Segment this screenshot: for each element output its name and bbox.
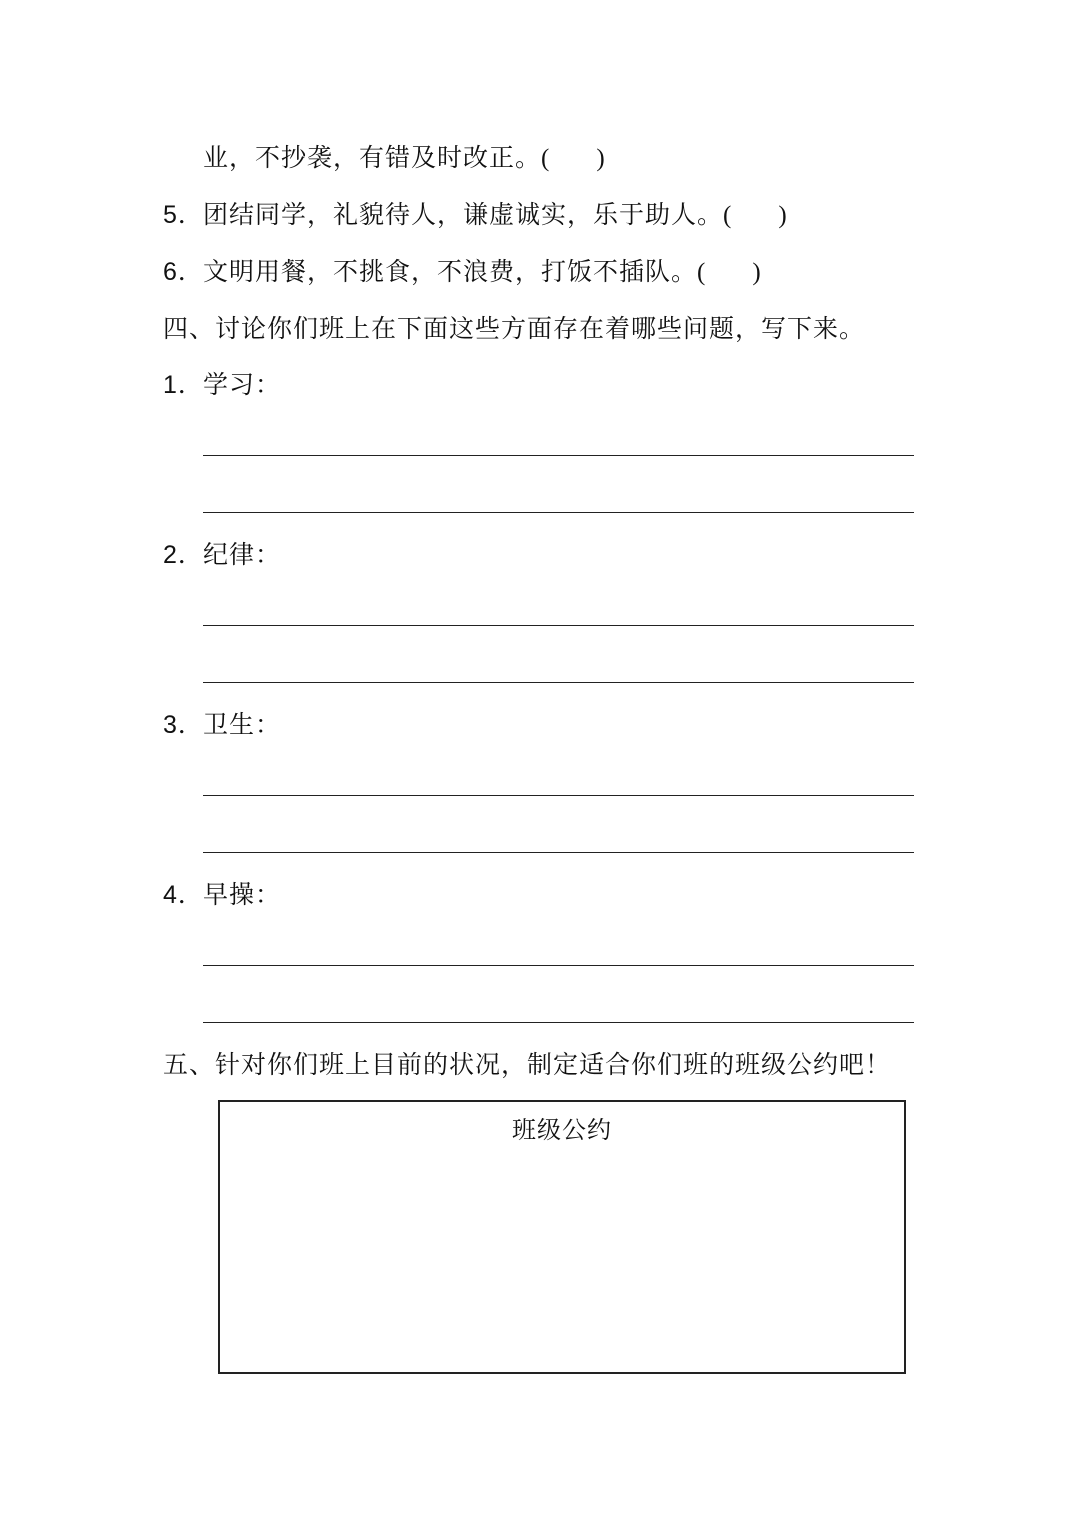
item-5 <box>163 200 788 231</box>
class-pact-box[interactable] <box>218 1100 906 1374</box>
class-pact-title: 班级公约 <box>512 1116 612 1144</box>
answer-line[interactable] <box>203 1022 914 1023</box>
topic-discipline <box>163 540 281 570</box>
section-5-heading: 五、针对你们班上目前的状况，制定适合你们班的班级公约吧！ <box>163 1050 892 1079</box>
item-6 <box>163 257 762 288</box>
answer-line[interactable] <box>203 965 914 966</box>
item-5-text: 团结同学，礼貌待人，谦虚诚实，乐于助人。 <box>203 200 724 229</box>
topic-number: 1． <box>163 371 204 399</box>
topic-study <box>163 370 281 400</box>
item-number: 5． <box>163 201 204 229</box>
answer-paren-open: ( <box>723 202 733 229</box>
topic-number: 2． <box>163 541 204 569</box>
topic-morning-exercise <box>163 880 281 910</box>
answer-paren-open: ( <box>697 259 707 286</box>
item-number: 6． <box>163 258 204 286</box>
topic-label: 学习： <box>203 370 282 399</box>
topic-number: 4． <box>163 881 204 909</box>
topic-label: 纪律： <box>203 540 282 569</box>
answer-line[interactable] <box>203 852 914 853</box>
topic-number: 3． <box>163 711 204 739</box>
item-4-continuation <box>203 143 606 174</box>
answer-line[interactable] <box>203 682 914 683</box>
answer-paren-open: ( <box>541 145 551 172</box>
answer-line[interactable] <box>203 512 914 513</box>
section-4-heading: 四、讨论你们班上在下面这些方面存在着哪些问题，写下来。 <box>163 314 866 343</box>
answer-line[interactable] <box>203 455 914 456</box>
answer-line[interactable] <box>203 625 914 626</box>
answer-paren-close: ) <box>752 259 762 286</box>
answer-paren-close: ) <box>596 145 606 172</box>
item-6-text: 文明用餐，不挑食，不浪费，打饭不插队。 <box>203 257 698 286</box>
item-4-text: 业，不抄袭，有错及时改正。 <box>203 143 542 172</box>
answer-paren-close: ) <box>778 202 788 229</box>
topic-label: 早操： <box>203 880 282 909</box>
topic-hygiene <box>163 710 281 740</box>
answer-line[interactable] <box>203 795 914 796</box>
topic-label: 卫生： <box>203 710 282 739</box>
